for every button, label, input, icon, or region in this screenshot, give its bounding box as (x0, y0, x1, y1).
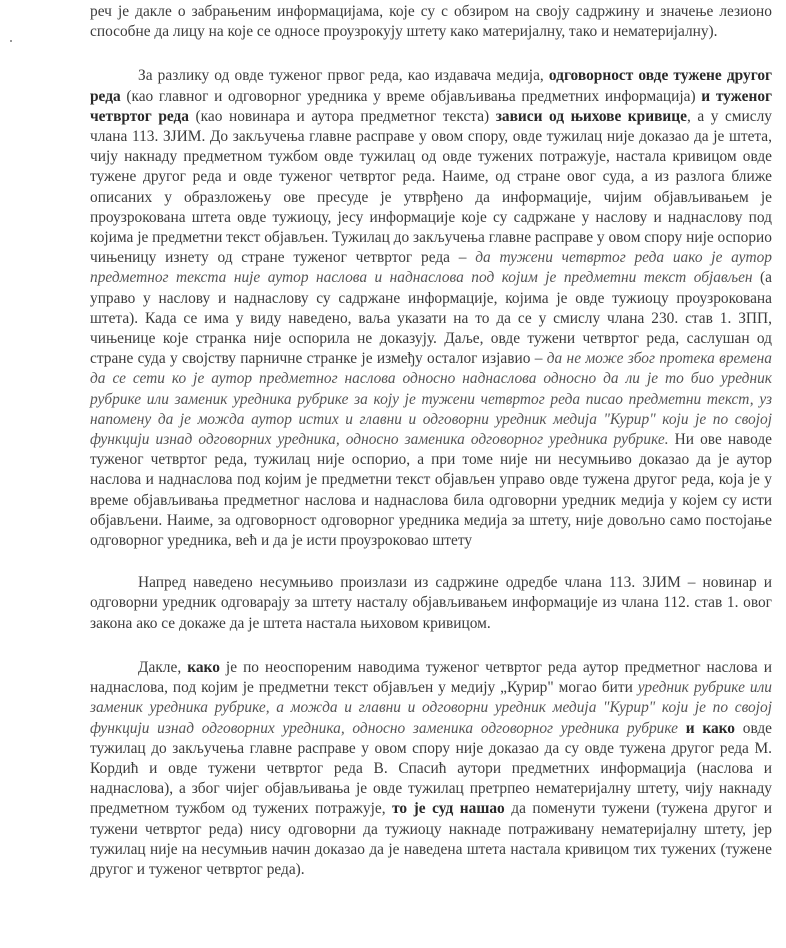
text-segment: , а у смислу члана 113. ЗЈИМ. До закључења главне расправе у овом спору, овде тужилац није доказао да је штета, чију накнаду предметном тужбом овде тужилац од овде тужених потражује, настала кривицом овде тужене другог реда и овде туженог четвртог реда. Наиме, од стране овог суда, а из разлога ближе описаних у образложењу ове пресуде је утврђено да информације, чијим објављивањем је проузрокована штета овде тужиоцу, јесу информације које су садржане у наслову и наднаслову под којима је предметни текст објављен. Тужилац до закључења главне расправе у овом спору није оспорио чињеницу изнету од стране туженог четвртог реда – (90, 107, 772, 267)
italic-text-segment: уредник рубрике или заменик уредника рубрике, а можда и главни и одговорни уредник медија "Курир" који је по својој функцији изнад одговорних уредника, односно заменика одговорног уредника рубрике (90, 679, 772, 737)
bold-text-segment: зависи од њихове кривице (495, 107, 687, 125)
text-segment: (а управо у наслову и наднаслову су садржане информације, којима је овде тужиоцу проузрокована штета). Када се има у виду наведено, ваља указати на то да се у смислу члана 230. став 1. ЗПП, чињенице које странка није оспорила не доказују. Даље, овде тужени четвртог реда, саслушан од стране суда у својству парничне странке је између осталог изјавио – (90, 269, 772, 368)
text-segment: реч је дакле о забрањеним информацијама, које су с обзиром на своју садржину и значење лезионо способне да лицу на које се односе проузрокују штету како материјалну, тако и нематеријалну). (90, 3, 772, 41)
text-segment: Напред наведено несумњиво произлази из садржине одредбе члана 113. ЗЈИМ – новинар и одговорни уредник одговарају за штету насталу објављивањем информације из члана 112. став 1. овог закона ако се докаже да је штета настала њиховом кривицом. (90, 574, 772, 632)
text-segment: овде тужилац до закључења главне расправе у овом спору није доказао да су овде тужена другог реда М. Кордић и овде тужени четвртог реда В. Спасић аутори предметних информација (наслова и наднаслова), а због чијег објављивања је овде тужилац претрпео нематеријалну штету, чију накнаду предметном тужбом од тужених потражује, (90, 719, 772, 818)
text-segment: је по неоспореним наводима туженог четвртог реда аутор предметног наслова и наднаслова, под којим је предметни текст објављен у медију „Курир" могао бити (90, 658, 772, 697)
text-segment: (као главног и одговорног уредника у време објављивања предметних информација) (120, 87, 702, 105)
text-segment: (као новинара и аутора предметног текста) (189, 107, 496, 125)
document-page (90, 2, 772, 880)
scan-speck (10, 40, 12, 42)
bold-text-segment: то је суд нашао (392, 800, 505, 818)
bold-text-segment: како (187, 658, 220, 676)
bold-text-segment: и како (685, 719, 736, 737)
text-segment: Ни ове наводе туженог четвртог реда, тужилац није оспорио, а при томе није ни несумњиво доказао да је аутор наслова и наднаслова под којим је предметни текст објављен управо овде тужена другог реда, која је у време објављивања предметног наслова и наднаслова била одговорни уредник медија у којем су исти објављени. Наиме, за одговорност одговорног уредника медија за штету, није довољно само постојање одговорног уредника, већ и да је исти проузроковао штету (90, 431, 772, 550)
bold-text-segment: и туженог четвртог реда (90, 87, 773, 125)
italic-text-segment: да не може због протека времена да се сети ко је аутор предметног наслова односно наднаслова односно да ли је то био уредник рубрике или заменик уредника рубрике за коју је тужени четвртог реда писао предметни текст, уз напомену да је можда аутор истих и главни и одговорни уредник медија "Курир" који је по својој функцији изнад одговорних уредника, односно заменика одговорног уредника рубрике. (90, 350, 772, 449)
paragraph-statute-reference (90, 573, 772, 634)
bold-text-segment: одговорност овде тужене другог реда (90, 67, 773, 105)
text-segment (678, 720, 686, 737)
text-segment: Дакле, (138, 658, 188, 676)
paragraph-continuation (90, 2, 772, 42)
paragraph-conclusion (90, 658, 772, 880)
text-segment: За разлику од овде туженог првог реда, као издавача медија, (138, 67, 549, 85)
italic-text-segment: да тужени четвртог реда иако је аутор предметног текста није аутор наслова и наднаслова под којим је предметни текст објављен (90, 249, 772, 287)
paragraph-liability-analysis (90, 66, 772, 551)
text-segment: да поменути тужени (тужена другог и тужени четвртог реда) нису одговорни да тужиоцу накнаде потраживану нематеријалну штету, јер тужилац није на несумњив начин доказао да је наведена штета настала кривицом тих тужених (тужене другог и туженог четвртог реда). (90, 800, 773, 878)
